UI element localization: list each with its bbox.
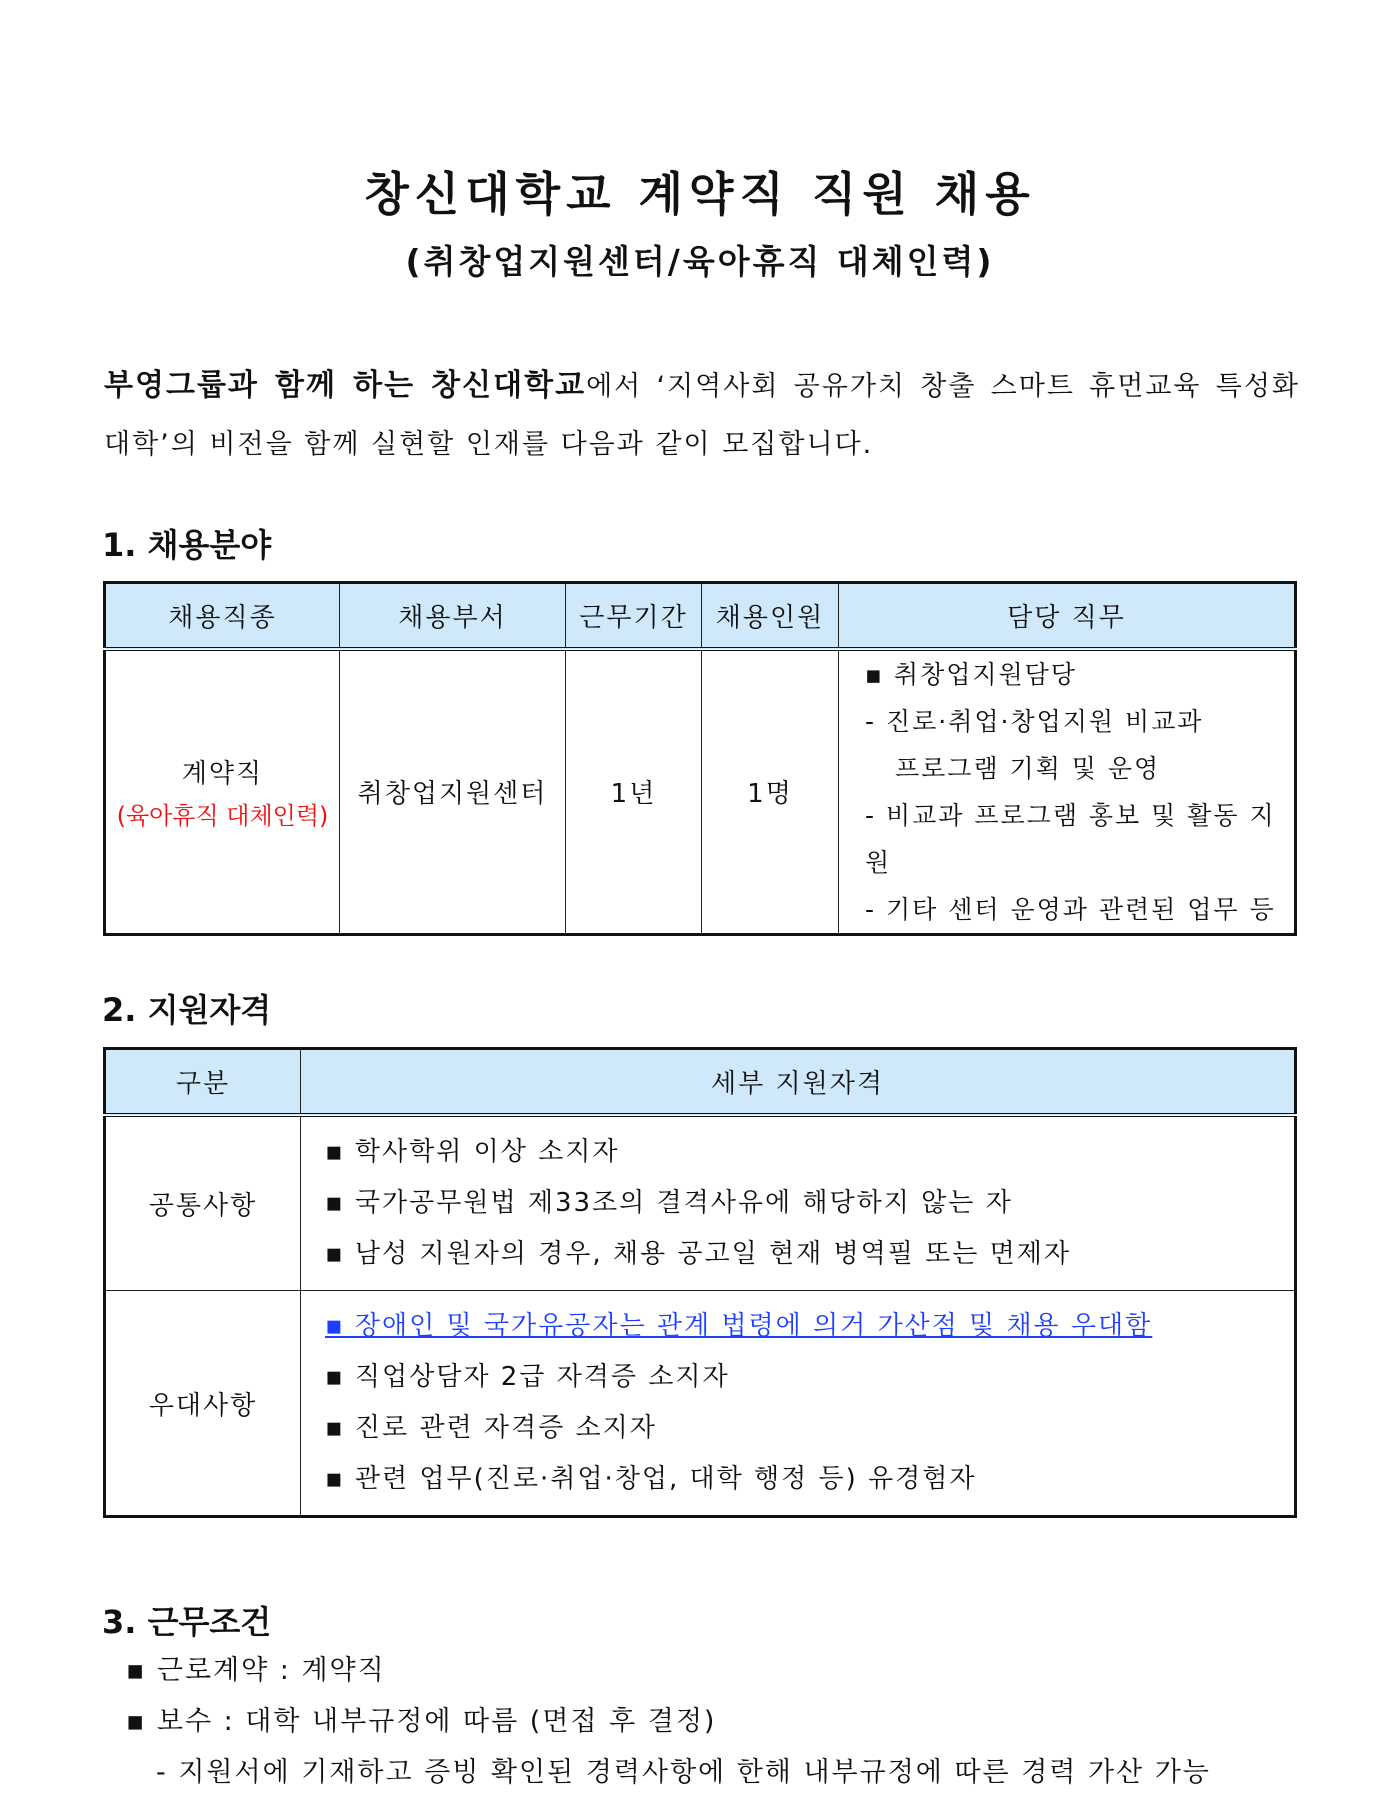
cell-dept: 취창업지원센터 (340, 649, 566, 935)
duty-item: - 기타 센터 운영과 관련된 업무 등 (865, 894, 1276, 924)
conditions-list (126, 1645, 1211, 1798)
page-title: 창신대학교 계약직 직원 채용 (364, 167, 1036, 221)
col-header-details: 세부 지원자격 (301, 1049, 1296, 1115)
list-item: ▪ 국가공무원법 제33조의 결격사유에 해당하지 않는 자 (325, 1187, 1013, 1218)
col-header-dept: 채용부서 (340, 583, 566, 649)
list-item: ▪ 학사학위 이상 소지자 (325, 1136, 620, 1167)
list-item: ▪ 근로계약 : 계약직 (126, 1655, 386, 1686)
duty-item: - 비교과 프로그램 홍보 및 활동 지원 (865, 800, 1276, 877)
preferred-details (301, 1291, 1296, 1517)
common-details (301, 1115, 1296, 1291)
duty-item: ▪ 취창업지원담당 (865, 659, 1077, 689)
list-item: ▪ 관련 업무(진로·취업·창업, 대학 행정 등) 유경험자 (325, 1464, 977, 1494)
col-header-type: 채용직종 (105, 583, 340, 649)
qualification-table (103, 1047, 1297, 1518)
intro-bold: 부영그룹과 함께 하는 창신대학교 (104, 368, 587, 403)
intro-text: 에서 ‘지역사회 공유가치 창출 스마트 휴먼교육 특성화 대학’의 비전을 함께 실현할 인재를 다음과 같이 모집합니다. (104, 371, 1300, 460)
job-type-note: (육아휴직 대체인력) (116, 802, 329, 830)
cell-type (105, 649, 340, 935)
cell-period: 1년 (566, 649, 702, 935)
page-subtitle: (취창업지원센터/육아휴직 대체인력) (405, 242, 995, 281)
section-2-heading: 2. 지원자격 (102, 991, 272, 1029)
intro-paragraph (104, 357, 1300, 474)
cell-duty (839, 649, 1296, 935)
list-item: ▪ 직업상담자 2급 자격증 소지자 (325, 1362, 730, 1392)
section-3-heading: 3. 근무조건 (102, 1603, 272, 1641)
list-item: ▪ 진로 관련 자격증 소지자 (325, 1413, 657, 1443)
table-row (105, 1291, 1296, 1517)
col-header-period: 근무기간 (566, 583, 702, 649)
list-item: ▪ 보수 : 대학 내부규정에 따름 (면접 후 결정) (126, 1706, 717, 1737)
col-header-count: 채용인원 (702, 583, 839, 649)
cell-count: 1명 (702, 649, 839, 935)
preferred-label: 우대사항 (105, 1291, 301, 1517)
list-item: - 지원서에 기재하고 증빙 확인된 경력사항에 한해 내부규정에 따른 경력 가산 가능 (156, 1757, 1211, 1788)
duty-item: - 진로·취업·창업지원 비교과 (865, 706, 1204, 736)
duty-item: 프로그램 기획 및 운영 (895, 753, 1161, 783)
table-row (105, 649, 1296, 935)
section-1-heading: 1. 채용분야 (102, 526, 272, 564)
job-type: 계약직 (181, 759, 264, 789)
list-item: ▪ 남성 지원자의 경우, 채용 공고일 현재 병역필 또는 면제자 (325, 1238, 1071, 1269)
common-label: 공통사항 (105, 1115, 301, 1291)
table-row (105, 1115, 1296, 1291)
col-header-category: 구분 (105, 1049, 301, 1115)
recruitment-table (103, 581, 1297, 936)
preferred-highlight-link[interactable]: ▪ 장애인 및 국가유공자는 관계 법령에 의거 가산점 및 채용 우대함 (325, 1311, 1153, 1341)
col-header-duty: 담당 직무 (839, 583, 1296, 649)
